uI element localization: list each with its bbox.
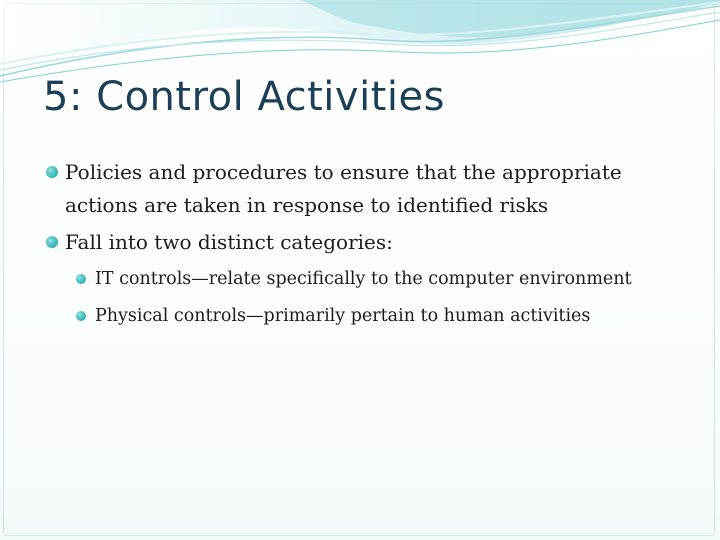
bullet-item [46, 156, 696, 222]
bullet-text: Policies and procedures to ensure that the appropriate actions are taken in response to identified risks [65, 160, 622, 217]
bullet-icon [46, 166, 58, 178]
sub-bullet-list [46, 264, 696, 331]
bullet-icon [76, 311, 86, 321]
bullet-list [46, 156, 696, 331]
slide-title: 5: Control Activities [43, 74, 445, 120]
bullet-icon [46, 236, 58, 248]
sub-bullet-item [76, 301, 696, 331]
sub-bullet-item [76, 264, 696, 294]
bullet-icon [76, 274, 86, 284]
sub-bullet-text: IT controls—relate specifically to the computer environment [95, 269, 632, 289]
bullet-text: Fall into two distinct categories: [65, 230, 393, 254]
bullet-item [46, 226, 696, 259]
sub-bullet-text: Physical controls—primarily pertain to human activities [95, 306, 591, 326]
